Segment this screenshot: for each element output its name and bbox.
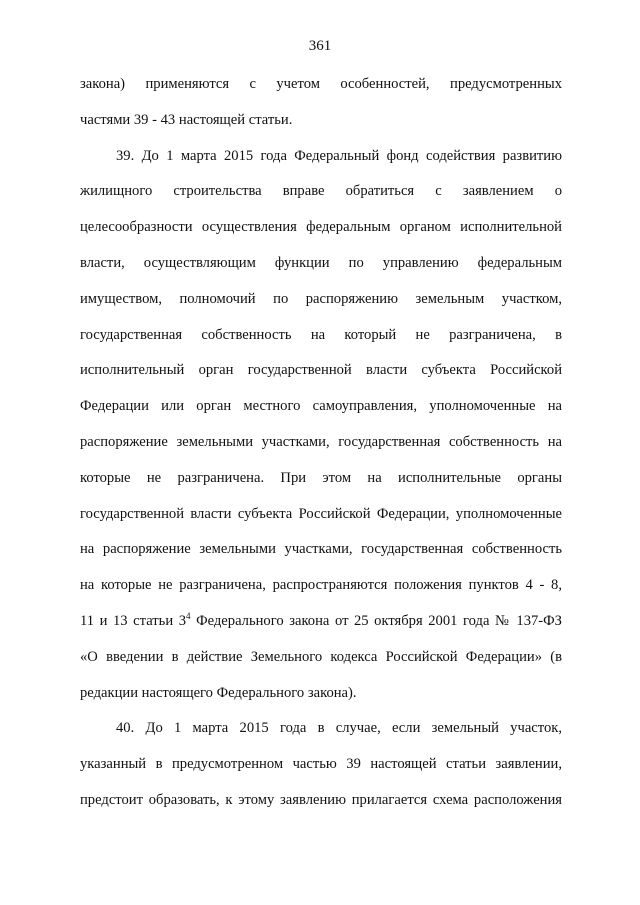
text-line: частями 39 - 43 настоящей статьи. — [80, 112, 293, 128]
text-line: жилищного строительства вправе обратиться с заявлением о — [80, 183, 562, 199]
text-segment: 11 и 13 статьи 3 — [80, 613, 186, 629]
text-line: предстоит образовать, к этому заявлению прилагается схема расположения — [80, 792, 562, 808]
text-line: редакции настоящего Федерального закона). — [80, 685, 357, 701]
paragraph-40-start: 40. До 1 марта 2015 года в случае, если земельный участок, — [116, 720, 562, 736]
text-line: на распоряжение земельными участками, государственная собственность — [80, 541, 562, 557]
paragraph-39-start: 39. До 1 марта 2015 года Федеральный фонд содействия развитию — [116, 148, 562, 164]
text-line: власти, осуществляющим функции по управлению федеральным — [80, 255, 562, 271]
text-line: целесообразности осуществления федеральным органом исполнительной — [80, 219, 562, 235]
text-line: на которые не разграничена, распространяются положения пунктов 4 - 8, — [80, 577, 562, 593]
text-line-with-superscript — [80, 612, 562, 630]
text-line: распоряжение земельными участками, государственная собственность на — [80, 434, 562, 450]
page-number: 361 — [308, 38, 332, 54]
text-line: государственной власти субъекта Российской Федерации, уполномоченные — [80, 506, 562, 522]
text-line: государственная собственность на который не разграничена, в — [80, 327, 562, 343]
text-line: исполнительный орган государственной власти субъекта Российской — [80, 362, 562, 378]
text-line: закона) применяются с учетом особенностей, предусмотренных — [80, 76, 562, 92]
text-segment: Федерального закона от 25 октября 2001 года № 137-ФЗ — [190, 613, 562, 629]
text-line: которые не разграничена. При этом на исполнительные органы — [80, 470, 562, 486]
text-line: имуществом, полномочий по распоряжению земельным участком, — [80, 291, 562, 307]
superscript-article-number: 4 — [186, 612, 191, 621]
text-line: «О введении в действие Земельного кодекса Российской Федерации» (в — [80, 649, 562, 665]
text-line: указанный в предусмотренном частью 39 настоящей статьи заявлении, — [80, 756, 562, 772]
text-line: Федерации или орган местного самоуправления, уполномоченные на — [80, 398, 562, 414]
